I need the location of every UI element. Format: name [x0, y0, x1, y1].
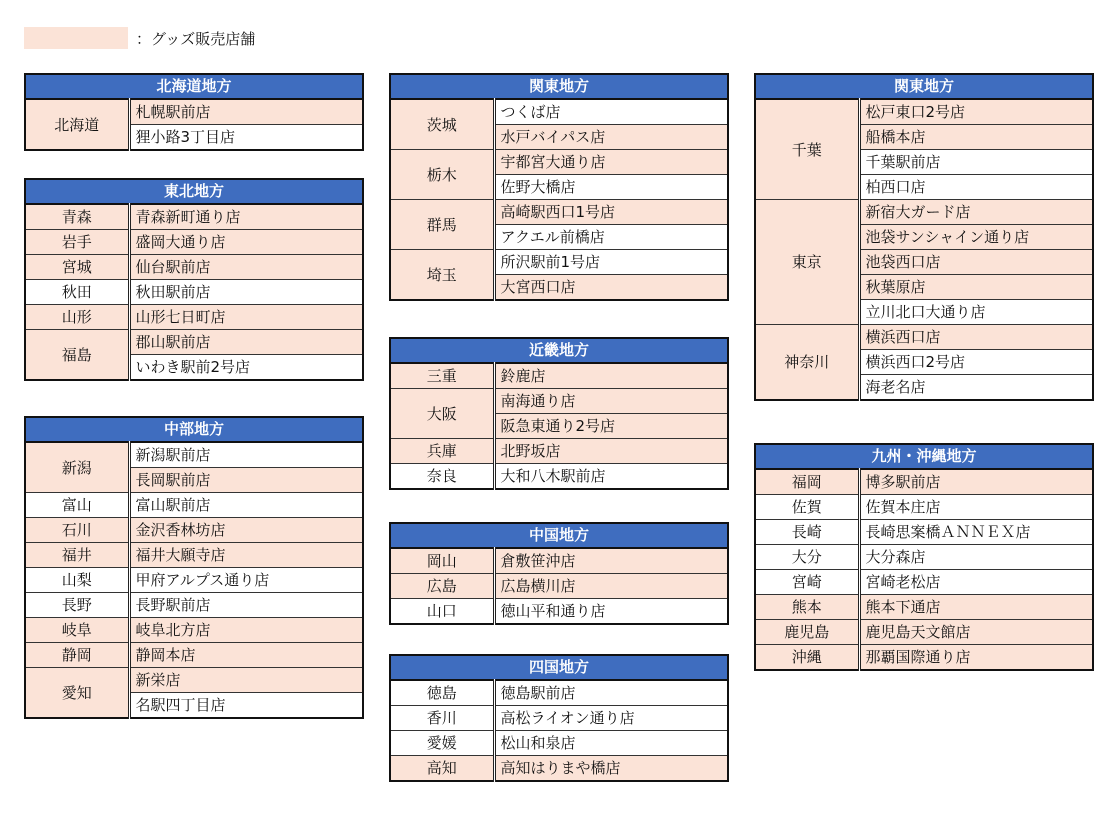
prefecture-cell: 宮崎: [755, 570, 859, 595]
store-cell: 新栄店: [129, 668, 363, 693]
prefecture-cell: 宮城: [25, 255, 129, 280]
store-cell: 佐賀本庄店: [859, 495, 1093, 520]
table-row: [755, 200, 1093, 225]
store-cell: 長崎思案橋ＡＮＮＥＸ店: [859, 520, 1093, 545]
table-row: [755, 99, 1093, 125]
store-cell: 大宮西口店: [494, 275, 728, 301]
prefecture-cell: 富山: [25, 493, 129, 518]
store-cell: 大和八木駅前店: [494, 464, 728, 490]
store-cell: 札幌駅前店: [129, 99, 363, 125]
store-cell: 富山駅前店: [129, 493, 363, 518]
prefecture-cell: 大分: [755, 545, 859, 570]
region-title: 四国地方: [390, 655, 728, 680]
store-cell: アクエル前橋店: [494, 225, 728, 250]
prefecture-cell: 福島: [25, 330, 129, 381]
store-cell: いわき駅前2号店: [129, 355, 363, 381]
table-row: [25, 593, 363, 618]
region-table-chubu: [24, 416, 364, 719]
prefecture-cell: 青森: [25, 204, 129, 230]
store-cell: 山形七日町店: [129, 305, 363, 330]
prefecture-cell: 兵庫: [390, 439, 494, 464]
prefecture-cell: 神奈川: [755, 325, 859, 401]
table-row: [25, 643, 363, 668]
table-row: [390, 363, 728, 389]
table-row: [755, 325, 1093, 350]
prefecture-cell: 群馬: [390, 200, 494, 250]
region-title: 九州・沖縄地方: [755, 444, 1093, 469]
store-cell: 高知はりまや橋店: [494, 756, 728, 782]
store-cell: 徳山平和通り店: [494, 599, 728, 625]
prefecture-cell: 山梨: [25, 568, 129, 593]
prefecture-cell: 愛媛: [390, 731, 494, 756]
store-cell: 那覇国際通り店: [859, 645, 1093, 671]
prefecture-cell: 石川: [25, 518, 129, 543]
table-row: [755, 545, 1093, 570]
prefecture-cell: 大阪: [390, 389, 494, 439]
store-cell: つくば店: [494, 99, 728, 125]
table-row: [390, 250, 728, 275]
prefecture-cell: 徳島: [390, 680, 494, 706]
prefecture-cell: 岩手: [25, 230, 129, 255]
table-row: [390, 680, 728, 706]
table-row: [25, 255, 363, 280]
store-cell: 倉敷笹沖店: [494, 548, 728, 574]
table-row: [25, 330, 363, 355]
store-cell: 水戸バイパス店: [494, 125, 728, 150]
region-title: 中国地方: [390, 523, 728, 548]
table-row: [25, 99, 363, 125]
store-cell: 静岡本店: [129, 643, 363, 668]
prefecture-cell: 香川: [390, 706, 494, 731]
store-cell: 博多駅前店: [859, 469, 1093, 495]
store-cell: 柏西口店: [859, 175, 1093, 200]
store-cell: 南海通り店: [494, 389, 728, 414]
table-row: [390, 756, 728, 782]
legend-label: ：グッズ販売店舗: [136, 29, 256, 48]
region-table-kanto-south: [754, 73, 1094, 401]
region-title: 東北地方: [25, 179, 363, 204]
store-cell: 長岡駅前店: [129, 468, 363, 493]
region-table-hokkaido: [24, 73, 364, 151]
prefecture-cell: 山口: [390, 599, 494, 625]
store-cell: 高松ライオン通り店: [494, 706, 728, 731]
table-row: [390, 389, 728, 414]
table-row: [25, 568, 363, 593]
region-table-kinki: [389, 337, 729, 490]
table-row: [390, 464, 728, 490]
store-cell: 佐野大橋店: [494, 175, 728, 200]
prefecture-cell: 三重: [390, 363, 494, 389]
prefecture-cell: 岐阜: [25, 618, 129, 643]
store-cell: 甲府アルプス通り店: [129, 568, 363, 593]
prefecture-cell: 静岡: [25, 643, 129, 668]
prefecture-cell: 熊本: [755, 595, 859, 620]
store-cell: 徳島駅前店: [494, 680, 728, 706]
store-cell: 郡山駅前店: [129, 330, 363, 355]
table-row: [390, 706, 728, 731]
table-row: [25, 493, 363, 518]
store-cell: 鈴鹿店: [494, 363, 728, 389]
store-cell: 北野坂店: [494, 439, 728, 464]
table-row: [390, 599, 728, 625]
prefecture-cell: 埼玉: [390, 250, 494, 301]
prefecture-cell: 広島: [390, 574, 494, 599]
table-row: [25, 518, 363, 543]
prefecture-cell: 栃木: [390, 150, 494, 200]
prefecture-cell: 福井: [25, 543, 129, 568]
table-row: [25, 442, 363, 468]
store-cell: 横浜西口店: [859, 325, 1093, 350]
store-cell: 鹿児島天文館店: [859, 620, 1093, 645]
store-cell: 岐阜北方店: [129, 618, 363, 643]
prefecture-cell: 山形: [25, 305, 129, 330]
table-row: [390, 574, 728, 599]
table-row: [25, 305, 363, 330]
table-row: [25, 618, 363, 643]
store-cell: 高崎駅西口1号店: [494, 200, 728, 225]
prefecture-cell: 長野: [25, 593, 129, 618]
prefecture-cell: 新潟: [25, 442, 129, 493]
table-row: [755, 520, 1093, 545]
store-cell: 新宿大ガード店: [859, 200, 1093, 225]
table-row: [25, 204, 363, 230]
store-cell: 盛岡大通り店: [129, 230, 363, 255]
table-row: [25, 668, 363, 693]
table-row: [755, 645, 1093, 671]
store-cell: 大分森店: [859, 545, 1093, 570]
prefecture-cell: 北海道: [25, 99, 129, 150]
store-cell: 秋葉原店: [859, 275, 1093, 300]
region-table-kanto-north: [389, 73, 729, 301]
table-row: [755, 620, 1093, 645]
region-table-shikoku: [389, 654, 729, 782]
region-title: 関東地方: [390, 74, 728, 99]
region-table-tohoku: [24, 178, 364, 381]
prefecture-cell: 東京: [755, 200, 859, 325]
store-cell: 青森新町通り店: [129, 204, 363, 230]
store-cell: 松山和泉店: [494, 731, 728, 756]
store-cell: 秋田駅前店: [129, 280, 363, 305]
store-cell: 宮崎老松店: [859, 570, 1093, 595]
table-row: [390, 150, 728, 175]
store-cell: 新潟駅前店: [129, 442, 363, 468]
store-cell: 松戸東口2号店: [859, 99, 1093, 125]
region-title: 北海道地方: [25, 74, 363, 99]
table-row: [755, 570, 1093, 595]
table-row: [755, 595, 1093, 620]
legend-swatch: [24, 27, 128, 49]
table-row: [390, 548, 728, 574]
prefecture-cell: 長崎: [755, 520, 859, 545]
region-title: 中部地方: [25, 417, 363, 442]
table-row: [390, 731, 728, 756]
table-row: [25, 280, 363, 305]
table-row: [755, 495, 1093, 520]
table-row: [25, 543, 363, 568]
store-cell: 熊本下通店: [859, 595, 1093, 620]
prefecture-cell: 奈良: [390, 464, 494, 490]
store-cell: 長野駅前店: [129, 593, 363, 618]
region-table-kyushu-okinawa: [754, 443, 1094, 671]
table-row: [390, 200, 728, 225]
prefecture-cell: 愛知: [25, 668, 129, 719]
prefecture-cell: 千葉: [755, 99, 859, 200]
table-row: [25, 230, 363, 255]
region-table-chugoku: [389, 522, 729, 625]
prefecture-cell: 佐賀: [755, 495, 859, 520]
prefecture-cell: 沖縄: [755, 645, 859, 671]
store-cell: 所沢駅前1号店: [494, 250, 728, 275]
prefecture-cell: 鹿児島: [755, 620, 859, 645]
legend: [24, 27, 255, 49]
store-cell: 仙台駅前店: [129, 255, 363, 280]
store-cell: 立川北口大通り店: [859, 300, 1093, 325]
store-cell: 宇都宮大通り店: [494, 150, 728, 175]
store-cell: 千葉駅前店: [859, 150, 1093, 175]
region-title: 近畿地方: [390, 338, 728, 363]
table-row: [390, 439, 728, 464]
store-cell: 池袋サンシャイン通り店: [859, 225, 1093, 250]
prefecture-cell: 秋田: [25, 280, 129, 305]
store-cell: 阪急東通り2号店: [494, 414, 728, 439]
table-row: [390, 99, 728, 125]
prefecture-cell: 福岡: [755, 469, 859, 495]
store-cell: 金沢香林坊店: [129, 518, 363, 543]
region-title: 関東地方: [755, 74, 1093, 99]
prefecture-cell: 高知: [390, 756, 494, 782]
store-cell: 船橋本店: [859, 125, 1093, 150]
prefecture-cell: 茨城: [390, 99, 494, 150]
store-cell: 横浜西口2号店: [859, 350, 1093, 375]
store-cell: 狸小路3丁目店: [129, 125, 363, 151]
store-cell: 池袋西口店: [859, 250, 1093, 275]
store-cell: 福井大願寺店: [129, 543, 363, 568]
store-cell: 広島横川店: [494, 574, 728, 599]
store-cell: 海老名店: [859, 375, 1093, 401]
store-cell: 名駅四丁目店: [129, 693, 363, 719]
table-row: [755, 469, 1093, 495]
prefecture-cell: 岡山: [390, 548, 494, 574]
